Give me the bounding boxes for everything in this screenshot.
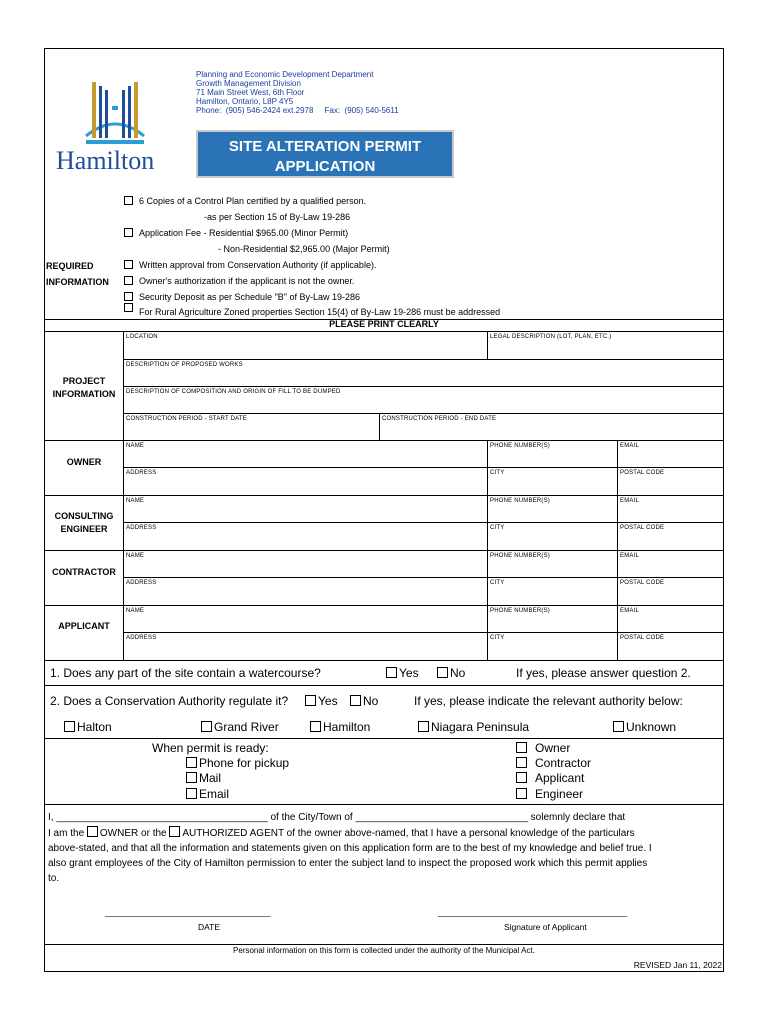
checkbox[interactable] [201,721,212,732]
question-2: 2. Does a Conservation Authority regulate it? [50,694,289,708]
dept-line-3: 71 Main Street West, 6th Floor [196,88,305,97]
checkbox[interactable] [305,695,316,706]
authority-hamilton[interactable]: Hamilton [310,720,370,734]
checkbox[interactable] [124,260,133,269]
notify-owner-option[interactable]: Owner [516,741,570,755]
declaration-line-3: above-stated, and that all the information and statements given on this application form are to the best of my knowledge and belief true. I [48,843,652,854]
ready-email-option[interactable]: Email [186,787,229,801]
ready-phone-option[interactable]: Phone for pickup [186,756,289,770]
q2-yes-option[interactable]: Yes [305,694,338,708]
contractor-city-field[interactable]: CITY [490,580,505,586]
applicant-city-field[interactable]: CITY [490,635,505,641]
declaration-line-2: I am the OWNER or the AUTHORIZED AGENT of the owner above-named, that I have a personal knowledge of the particulars [48,828,635,839]
ready-mail-option[interactable]: Mail [186,771,221,785]
proposed-works-field[interactable]: DESCRIPTION OF PROPOSED WORKS [126,362,243,368]
required-item-fee-nonres: - Non-Residential $2,965.00 (Major Permit) [218,244,390,254]
checkbox[interactable] [516,788,527,799]
q2-follow-up: If yes, please indicate the relevant authority below: [414,694,683,708]
applicant-label: APPLICANT [58,621,110,631]
date-label: DATE [198,922,221,932]
required-item-conservation: Written approval from Conservation Authority (if applicable). [124,260,376,271]
checkbox[interactable] [186,757,197,768]
signature-line[interactable]: ________________________________________ [438,907,628,917]
engineer-address-field[interactable]: ADDRESS [126,525,157,531]
consulting-engineer-label: CONSULTING ENGINEER [54,511,114,534]
owner-name-field[interactable]: NAME [126,443,145,449]
q1-follow-up: If yes, please answer question 2. [516,666,691,680]
contractor-postal-field[interactable]: POSTAL CODE [620,580,665,586]
legal-description-field[interactable]: LEGAL DESCRIPTION (LOT, PLAN, ETC.) [490,334,612,340]
applicant-email-field[interactable]: EMAIL [620,608,640,614]
checkbox[interactable] [516,757,527,768]
please-print-clearly: PLEASE PRINT CLEARLY [329,319,439,329]
checkbox[interactable] [516,742,527,753]
dept-line-1: Planning and Economic Development Department [196,70,374,79]
engineer-postal-field[interactable]: POSTAL CODE [620,525,665,531]
notify-contractor-option[interactable]: Contractor [516,756,591,770]
start-date-field[interactable]: CONSTRUCTION PERIOD - START DATE [126,416,247,422]
authority-unknown[interactable]: Unknown [613,720,676,734]
declaration-line-4: also grant employees of the City of Hamilton permission to enter the subject land to inspect the proposed work which this permit applies [48,858,648,869]
contractor-email-field[interactable]: EMAIL [620,553,640,559]
permit-ready-label: When permit is ready: [152,741,269,755]
owner-checkbox[interactable] [87,826,98,837]
engineer-phone-field[interactable]: PHONE NUMBER(S) [490,498,551,504]
applicant-address-field[interactable]: ADDRESS [126,635,157,641]
checkbox[interactable] [516,772,527,783]
owner-city-field[interactable]: CITY [490,470,505,476]
checkbox[interactable] [124,228,133,237]
q2-no-option[interactable]: No [350,694,378,708]
authority-grand-river[interactable]: Grand River [201,720,279,734]
signature-label: Signature of Applicant [504,922,587,932]
applicant-phone-field[interactable]: PHONE NUMBER(S) [490,608,551,614]
checkbox[interactable] [124,292,133,301]
authority-halton[interactable]: Halton [64,720,112,734]
engineer-name-field[interactable]: NAME [126,498,145,504]
required-item-fee: Application Fee - Residential $965.00 (Minor Permit) [124,228,348,239]
engineer-city-field[interactable]: CITY [490,525,505,531]
hamilton-logo-icon [82,76,148,150]
contractor-name-field[interactable]: NAME [126,553,145,559]
contractor-label: CONTRACTOR [52,567,116,577]
owner-address-field[interactable]: ADDRESS [126,470,157,476]
checkbox[interactable] [124,303,133,312]
owner-phone-field[interactable]: PHONE NUMBER(S) [490,443,551,449]
notify-engineer-option[interactable]: Engineer [516,787,583,801]
project-information-label: PROJECT INFORMATION [52,376,116,399]
required-item-rural: For Rural Agriculture Zoned properties Section 15(4) of By-Law 19-286 must be addressed [124,303,500,314]
notify-applicant-option[interactable]: Applicant [516,771,584,785]
hamilton-logo-text: Hamilton [56,146,155,175]
contractor-phone-field[interactable]: PHONE NUMBER(S) [490,553,551,559]
checkbox[interactable] [186,788,197,799]
engineer-email-field[interactable]: EMAIL [620,498,640,504]
required-item-control-plan: 6 Copies of a Control Plan certified by a qualified person. [124,196,366,207]
revised-date: REVISED Jan 11, 2022 [633,960,722,970]
owner-email-field[interactable]: EMAIL [620,443,640,449]
q1-yes-option[interactable]: Yes [386,666,419,680]
required-information-label: REQUIRED INFORMATION [46,261,109,287]
checkbox[interactable] [437,667,448,678]
declaration-line-1: I, ______________________________________ of the City/Town of _______________________________ solemnly declare that [48,812,626,823]
checkbox[interactable] [124,196,133,205]
end-date-field[interactable]: CONSTRUCTION PERIOD - END DATE [382,416,497,422]
agent-checkbox[interactable] [169,826,180,837]
applicant-postal-field[interactable]: POSTAL CODE [620,635,665,641]
required-item-security: Security Deposit as per Schedule "B" of By-Law 19-286 [124,292,360,303]
checkbox[interactable] [386,667,397,678]
fill-description-field[interactable]: DESCRIPTION OF COMPOSITION AND ORIGIN OF FILL TO BE DUMPED [126,389,341,395]
applicant-name-field[interactable]: NAME [126,608,145,614]
question-1: 1. Does any part of the site contain a watercourse? [50,666,321,680]
checkbox[interactable] [64,721,75,732]
checkbox[interactable] [310,721,321,732]
checkbox[interactable] [186,772,197,783]
dept-line-5: Phone: (905) 546-2424 ext.2978 Fax: (905) 540-5611 [196,106,399,115]
checkbox[interactable] [613,721,624,732]
form-title: SITE ALTERATION PERMIT APPLICATION [196,130,454,178]
location-field[interactable]: LOCATION [126,334,158,340]
owner-label: OWNER [66,457,102,467]
dept-line-4: Hamilton, Ontario, L8P 4Y5 [196,97,294,106]
checkbox[interactable] [124,276,133,285]
checkbox[interactable] [418,721,429,732]
declaration-line-5: to. [48,873,60,884]
required-item-authorization: Owner's authorization if the applicant is not the owner. [124,276,354,287]
q1-no-option[interactable]: No [437,666,465,680]
authority-niagara[interactable]: Niagara Peninsula [418,720,529,734]
privacy-notice: Personal information on this form is collected under the authority of the Municipal Act. [233,946,535,955]
owner-postal-field[interactable]: POSTAL CODE [620,470,665,476]
checkbox[interactable] [350,695,361,706]
contractor-address-field[interactable]: ADDRESS [126,580,157,586]
date-line[interactable]: ___________________________________ [105,907,271,917]
dept-line-2: Growth Management Division [196,79,301,88]
required-item-section: -as per Section 15 of By-Law 19-286 [204,212,351,222]
